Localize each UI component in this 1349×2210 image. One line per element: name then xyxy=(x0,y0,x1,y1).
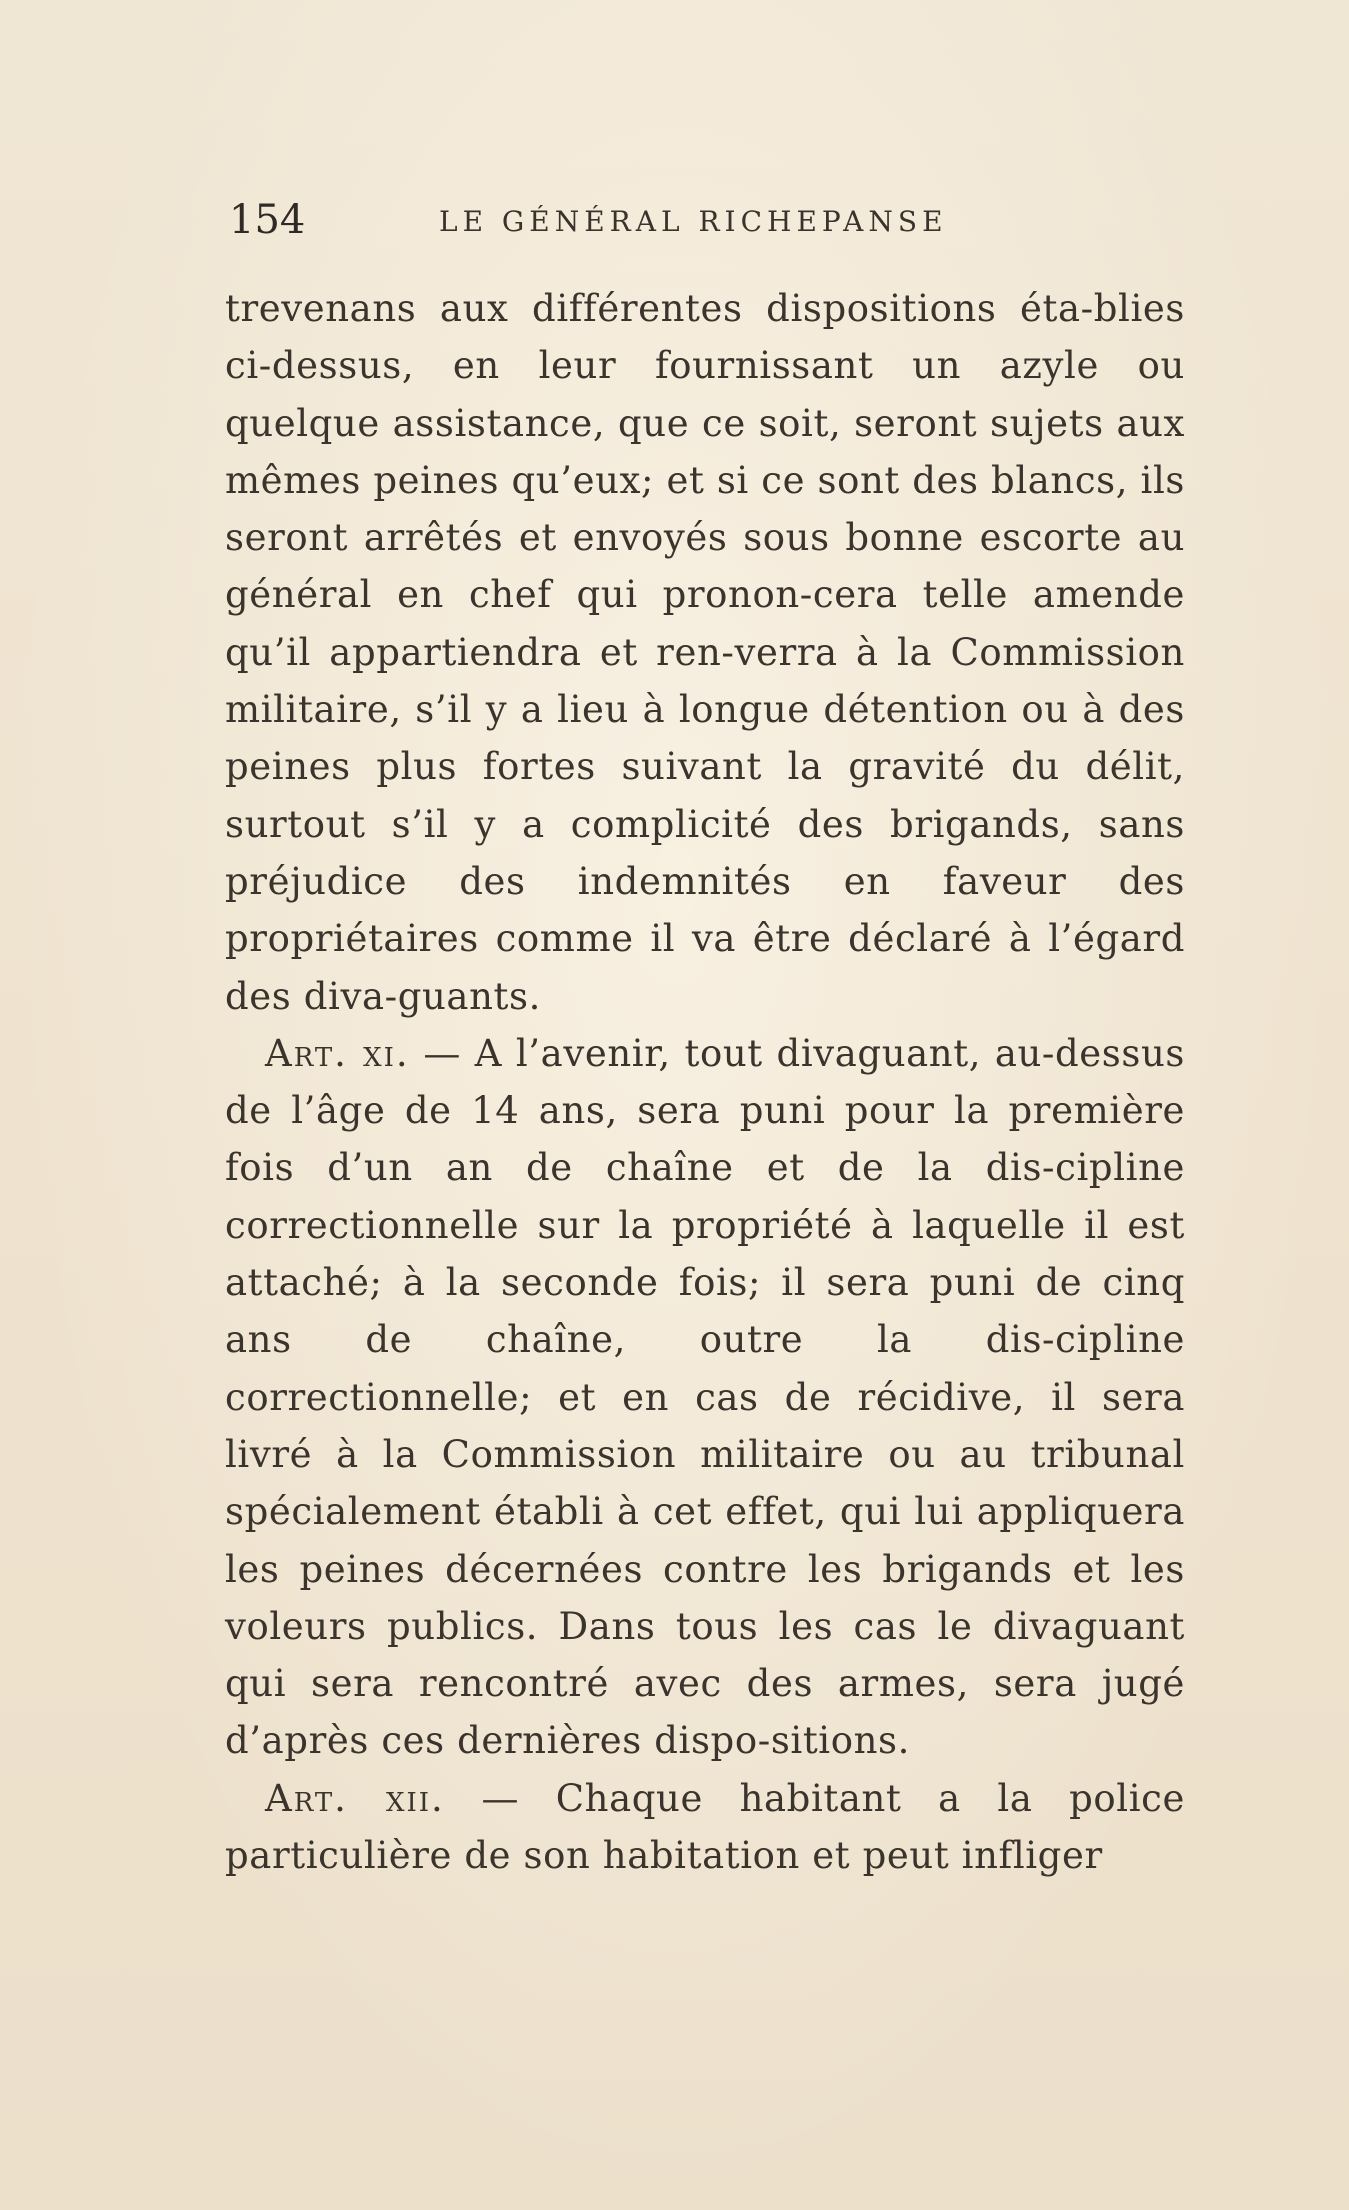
paragraph xyxy=(225,280,1185,1025)
page-header xyxy=(229,190,1189,250)
paragraph-article-xi xyxy=(225,1025,1185,1770)
paragraph-text: trevenans aux différentes dispositions éta-blies ci-dessus, en leur fournissant un azyle ou quelque assistance, que ce soit, seront sujets aux mêmes peines qu’eux; et si ce sont des blancs, ils seront arrêtés et envoyés sous bonne escorte au général en chef qui pronon-cera telle amende qu’il appartiendra et ren-verra à la Commission militaire, s’il y a lieu à longue détention ou à des peines plus fortes suivant la gravité du délit, surtout s’il y a complicité des brigands, sans préjudice des indemnités en faveur des propriétaires comme il va être déclaré à l’égard des diva-guants. xyxy=(225,287,1185,1018)
paragraph-text: — Chaque habitant a la police particulière de son habitation et peut infliger xyxy=(225,1776,1185,1878)
article-label: Art. xi. xyxy=(265,1031,410,1075)
paragraph-article-xii xyxy=(225,1770,1185,1885)
body-text xyxy=(225,280,1185,1884)
paragraph-text: — A l’avenir, tout divaguant, au-dessus de l’âge de 14 ans, sera puni pour la première fois d’un an de chaîne et de la dis-cipline correctionnelle sur la propriété à laquelle il est attaché; à la seconde fois; il sera puni de cinq ans de chaîne, outre la dis-cipline correctionnelle; et en cas de récidive, il sera livré à la Commission militaire ou au tribunal spécialement établi à cet effet, qui lui appliquera les peines décernées contre les brigands et les voleurs publics. Dans tous les cas le divaguant qui sera rencontré avec des armes, sera jugé d’après ces dernières dispo-sitions. xyxy=(225,1031,1185,1763)
article-label: Art. xii. xyxy=(265,1776,445,1820)
page-number: 154 xyxy=(229,197,306,243)
running-title: LE GÉNÉRAL RICHEPANSE xyxy=(439,205,948,238)
